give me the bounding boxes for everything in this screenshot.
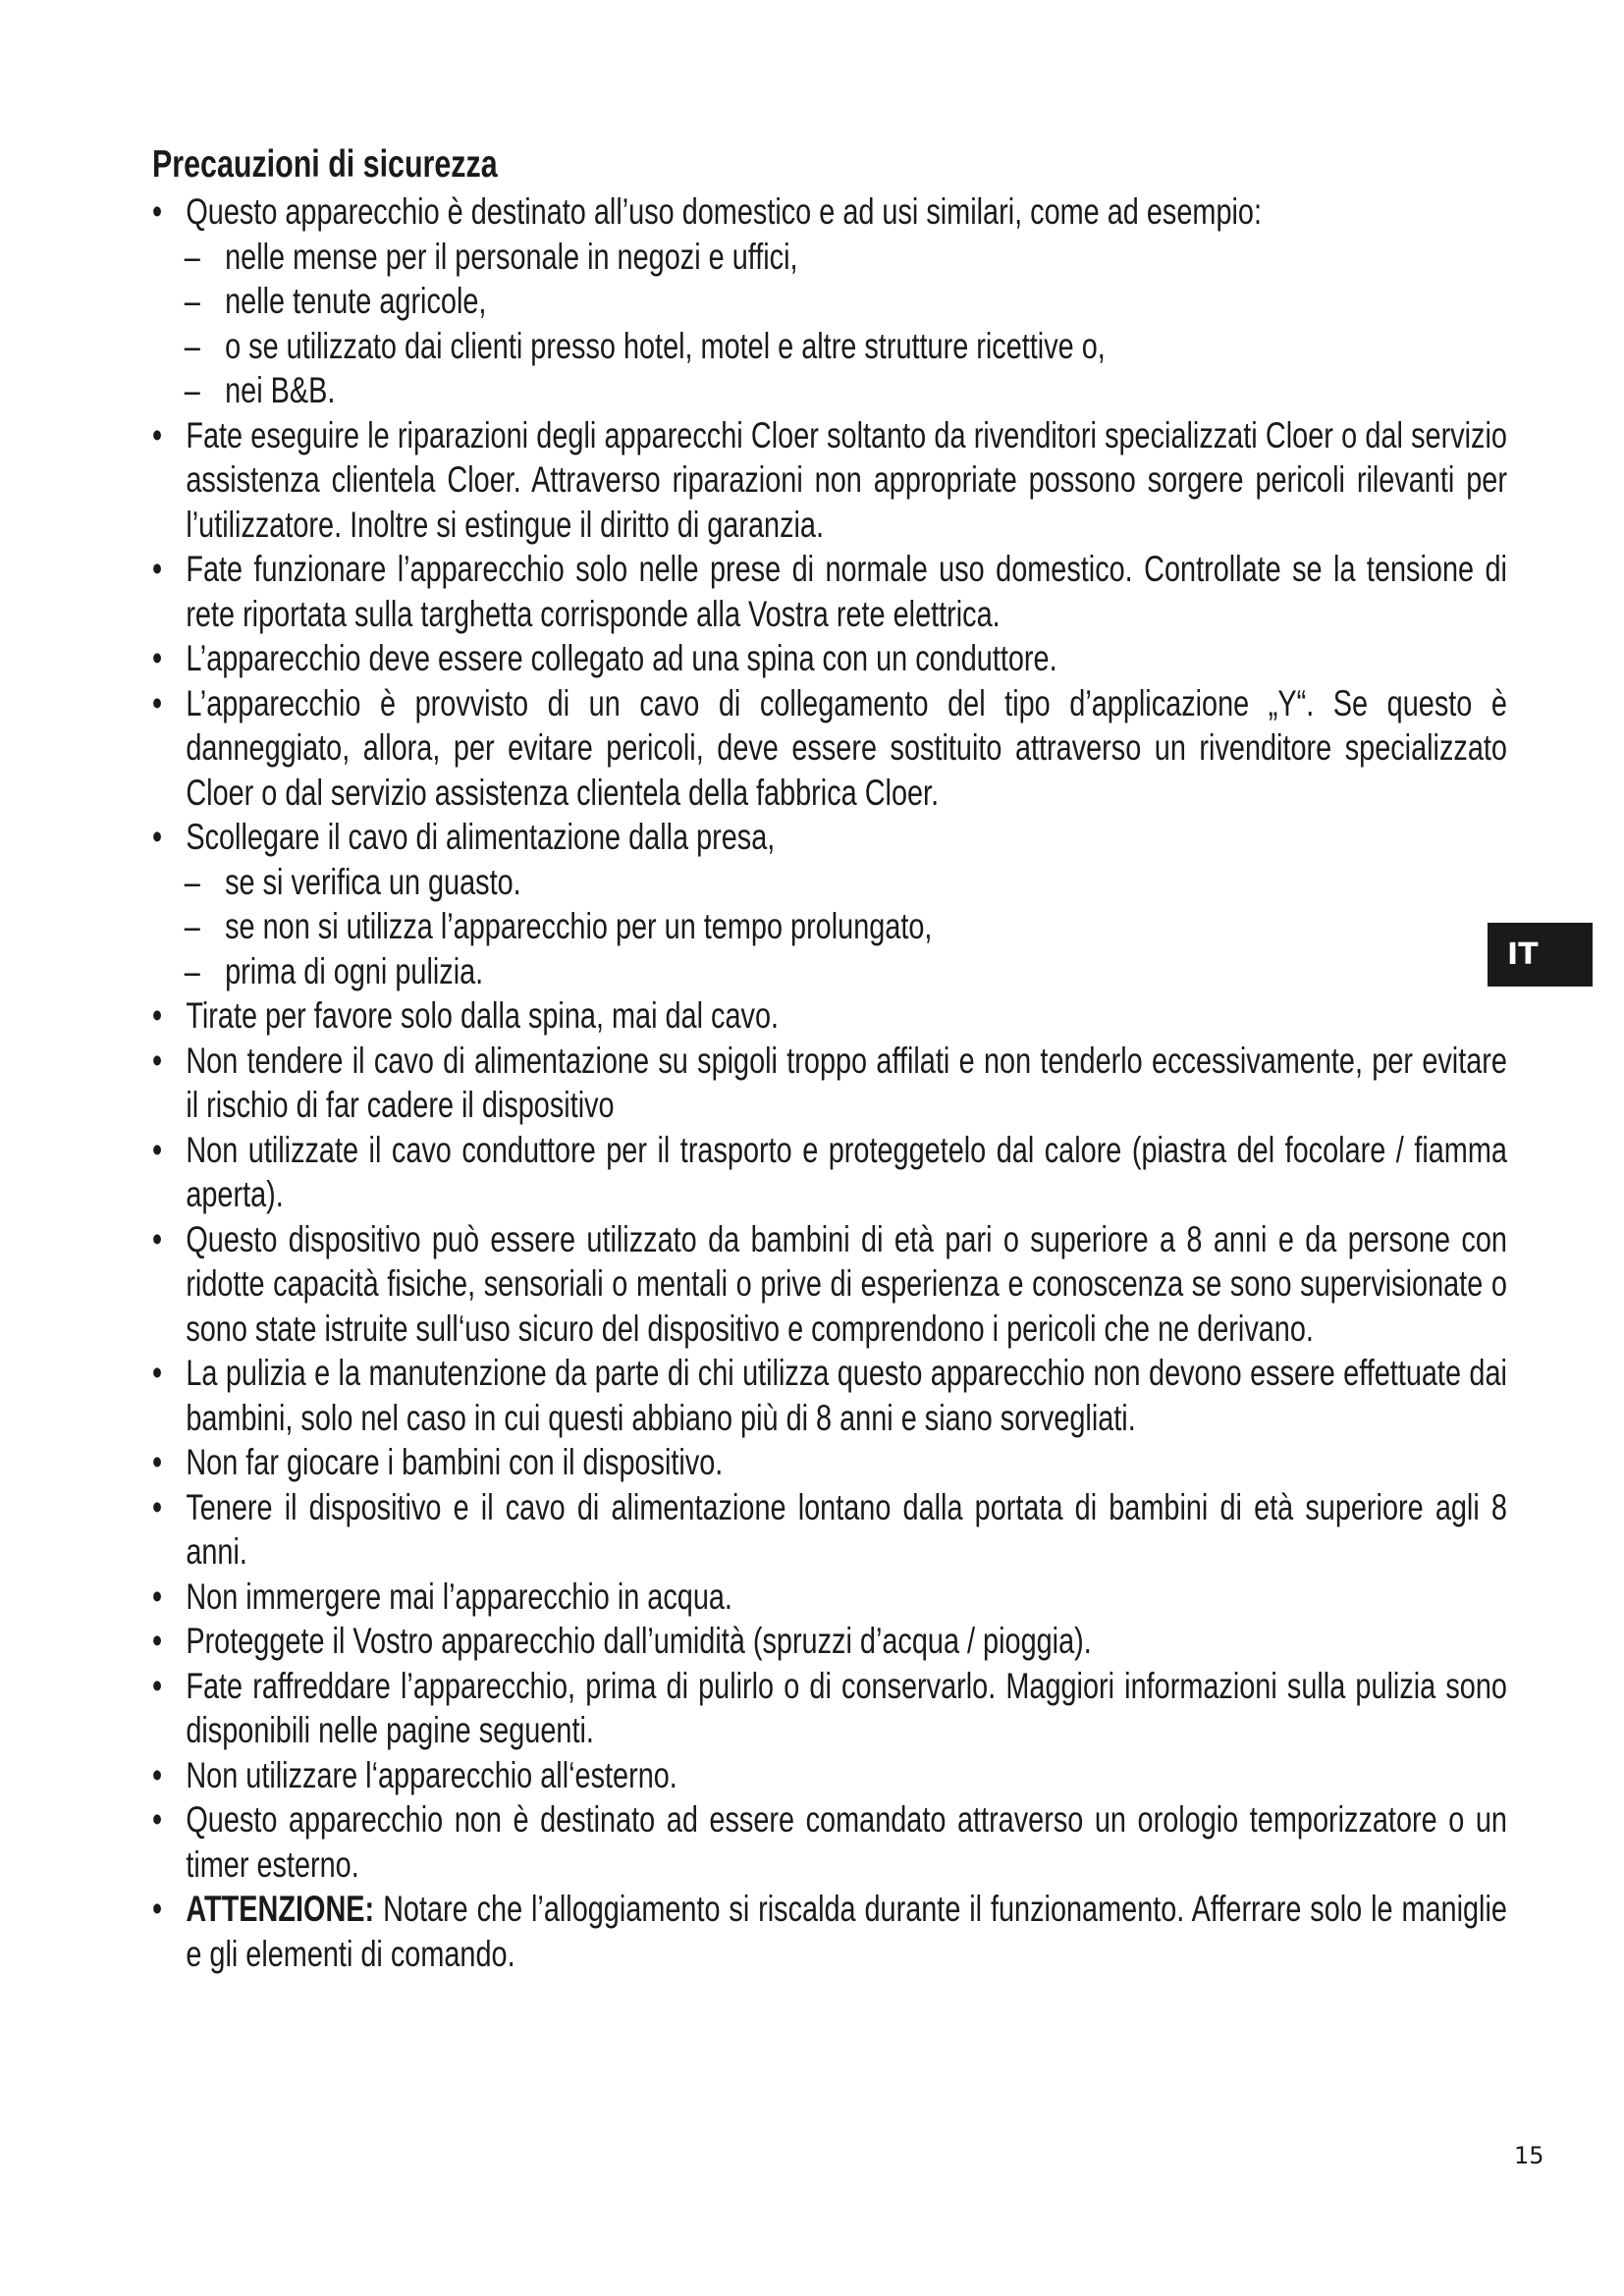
item-text: se non si utilizza l’apparecchio per un tempo prolungato,	[225, 906, 933, 946]
bullet-marker: •	[152, 1218, 163, 1259]
sub-list-item	[152, 368, 1507, 413]
list-item	[152, 815, 1507, 860]
page-number: 15	[1514, 2142, 1544, 2169]
list-item	[152, 547, 1507, 636]
bullet-marker: •	[152, 1799, 163, 1840]
bullet-marker: •	[152, 414, 163, 455]
list-item	[152, 681, 1507, 816]
item-text: La pulizia e la manutenzione da parte di chi utilizza questo apparecchio non devono essere effettuate dai bambini, solo nel caso in cui questi abbiano più di 8 anni e siano sorvegliati.	[186, 1353, 1507, 1438]
list-item	[152, 1351, 1507, 1440]
list-item	[152, 1217, 1507, 1352]
sub-list-item	[152, 279, 1507, 324]
bullet-marker: •	[152, 191, 163, 232]
item-text: nelle mense per il personale in negozi e uffici,	[225, 236, 798, 277]
bullet-marker: •	[152, 638, 163, 678]
item-text: prima di ogni pulizia.	[225, 950, 484, 991]
bullet-marker: •	[152, 682, 163, 723]
item-text: L’apparecchio è provvisto di un cavo di collegamento del tipo d’applicazione „Y“. Se questo è danneggiato, allora, per evitare pericoli, deve essere sostituito attraverso un rivenditore specializzato Cloer o dal servizio assistenza clientela della fabbrica Cloer.	[186, 682, 1507, 813]
item-text: o se utilizzato dai clienti presso hotel, motel e altre strutture ricettive o,	[225, 325, 1106, 366]
list-item	[152, 1753, 1507, 1798]
bullet-marker: •	[152, 995, 163, 1036]
bullet-marker: •	[152, 1442, 163, 1482]
list-item	[152, 1485, 1507, 1575]
safety-section	[152, 142, 1507, 1976]
sub-list-item	[152, 904, 1507, 949]
sub-list-item	[152, 860, 1507, 905]
safety-text-block	[152, 142, 1507, 1976]
list-item	[152, 1664, 1507, 1753]
item-text: Non immergere mai l’apparecchio in acqua.	[186, 1575, 732, 1617]
dash-marker: –	[184, 950, 200, 991]
item-text: se si verifica un guasto.	[225, 861, 521, 902]
list-item	[152, 1797, 1507, 1887]
list-item	[152, 1440, 1507, 1485]
item-text: Non far giocare i bambini con il dispositivo.	[186, 1442, 724, 1482]
bullet-marker: •	[152, 1040, 163, 1081]
item-text: Scollegare il cavo di alimentazione dalla presa,	[186, 817, 776, 857]
dash-marker: –	[184, 281, 200, 321]
list-item	[152, 413, 1507, 548]
item-text: L’apparecchio deve essere collegato ad una spina con un conduttore.	[186, 638, 1057, 678]
bullet-marker: •	[152, 1129, 163, 1170]
item-text: Proteggete il Vostro apparecchio dall’umidità (spruzzi d’acqua / pioggia).	[186, 1621, 1092, 1661]
item-text: Questo dispositivo può essere utilizzato da bambini di età pari o superiore a 8 anni e da persone con ridotte capacità fisiche, sensoriali o mentali o prive di esperienza e conoscenza se sono supervisionate o sono state istruite sull‘uso sicuro del dispositivo e comprendono i pericoli che ne derivano.	[186, 1218, 1507, 1349]
list-item	[152, 189, 1507, 235]
bullet-marker: •	[152, 1754, 163, 1795]
list-item	[152, 1128, 1507, 1217]
item-text: Fate eseguire le riparazioni degli apparecchi Cloer soltanto da rivenditori specializzati Cloer o dal servizio assistenza clientela Cloer. Attraverso riparazioni non appropriate possono sorgere pericoli rilevanti per l’utilizzatore. Inoltre si estingue il diritto di garanzia.	[186, 414, 1507, 545]
dash-marker: –	[184, 236, 200, 277]
dash-marker: –	[184, 861, 200, 902]
item-text: Questo apparecchio non è destinato ad essere comandato attraverso un orologio temporizzatore o un timer esterno.	[186, 1799, 1507, 1885]
sub-list-item	[152, 949, 1507, 994]
dash-marker: –	[184, 325, 200, 366]
bullet-marker: •	[152, 1889, 163, 1929]
safety-list	[152, 189, 1507, 1976]
bullet-marker: •	[152, 1353, 163, 1393]
bullet-marker: •	[152, 817, 163, 857]
warning-label: ATTENZIONE:	[186, 1889, 375, 1929]
bullet-marker: •	[152, 549, 163, 589]
item-text: Questo apparecchio è destinato all’uso domestico e ad usi similari, come ad esempio:	[186, 191, 1262, 232]
bullet-marker: •	[152, 1575, 163, 1617]
bullet-marker: •	[152, 1665, 163, 1706]
item-text: Non utilizzate il cavo conduttore per il trasporto e proteggetelo dal calore (piastra del focolare / fiamma aperta).	[186, 1129, 1507, 1214]
list-item	[152, 1575, 1507, 1620]
item-text: nelle tenute agricole,	[225, 281, 487, 321]
dash-marker: –	[184, 370, 200, 410]
list-item	[152, 993, 1507, 1039]
item-text: Tenere il dispositivo e il cavo di alimentazione lontano dalla portata di bambini di età superiore agli 8 anni.	[186, 1486, 1507, 1572]
list-item	[152, 1039, 1507, 1128]
item-text: Non utilizzare l‘apparecchio all‘esterno.	[186, 1754, 677, 1795]
bullet-marker: •	[152, 1621, 163, 1661]
sub-list-item	[152, 324, 1507, 369]
item-text: nei B&B.	[225, 370, 336, 410]
list-item	[152, 1619, 1507, 1664]
item-text: Fate funzionare l’apparecchio solo nelle prese di normale uso domestico. Controllate se la tensione di rete riportata sulla targhetta corrisponde alla Vostra rete elettrica.	[186, 549, 1507, 634]
item-text: Notare che l’alloggiamento si riscalda durante il funzionamento. Afferrare solo le maniglie e gli elementi di comando.	[186, 1889, 1507, 1974]
bullet-marker: •	[152, 1486, 163, 1527]
sub-list-item	[152, 235, 1507, 280]
item-text: Tirate per favore solo dalla spina, mai dal cavo.	[186, 995, 780, 1036]
language-tab: IT	[1488, 923, 1593, 987]
list-item	[152, 1887, 1507, 1976]
section-heading: Precauzioni di sicurezza	[152, 143, 498, 186]
list-item	[152, 636, 1507, 681]
item-text: Fate raffreddare l’apparecchio, prima di pulirlo o di conservarlo. Maggiori informazioni sulla pulizia sono disponibili nelle pagine seguenti.	[186, 1665, 1507, 1750]
dash-marker: –	[184, 906, 200, 946]
item-text: Non tendere il cavo di alimentazione su spigoli troppo affilati e non tenderlo eccessivamente, per evitare il rischio di far cadere il dispositivo	[186, 1040, 1507, 1125]
